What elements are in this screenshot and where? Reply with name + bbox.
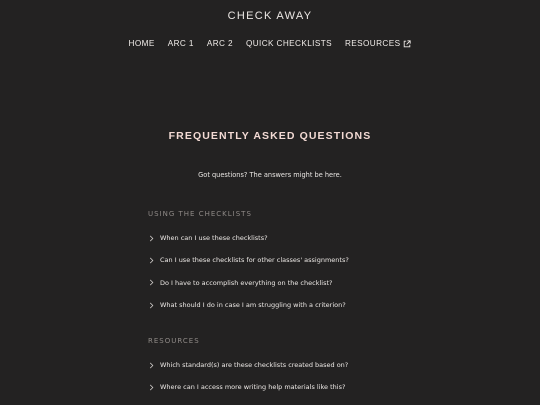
main-nav bbox=[0, 39, 540, 48]
intro-text: Got questions? The answers might be here. bbox=[198, 171, 342, 179]
site-title[interactable]: CHECK AWAY bbox=[227, 10, 313, 22]
nav-home[interactable]: HOME bbox=[128, 39, 155, 48]
section-heading-resources: RESOURCES bbox=[148, 337, 200, 345]
chevron-right-icon bbox=[148, 279, 155, 286]
faq-question: Which standard(s) are these checklists created based on? bbox=[160, 361, 349, 370]
faq-item[interactable] bbox=[148, 272, 408, 294]
faq-question: Where can I access more writing help materials like this? bbox=[160, 383, 346, 392]
faq-question: When can I use these checklists? bbox=[160, 234, 268, 243]
chevron-right-icon bbox=[148, 362, 155, 369]
faq-question: Do I have to accomplish everything on the checklist? bbox=[160, 278, 333, 287]
faq-item[interactable] bbox=[148, 376, 408, 398]
nav-arc-2[interactable]: ARC 2 bbox=[206, 39, 233, 48]
faq-item[interactable] bbox=[148, 354, 408, 376]
chevron-right-icon bbox=[148, 302, 155, 309]
chevron-right-icon bbox=[148, 235, 155, 242]
chevron-right-icon bbox=[148, 384, 155, 391]
external-link-icon bbox=[403, 40, 411, 48]
section-heading-using-checklists: USING THE CHECKLISTS bbox=[148, 210, 252, 218]
faq-item[interactable] bbox=[148, 294, 408, 316]
faq-item[interactable] bbox=[148, 227, 408, 249]
faq-question: Can I use these checklists for other classes' assignments? bbox=[160, 256, 349, 265]
nav-resources[interactable] bbox=[345, 39, 411, 48]
page-title: FREQUENTLY ASKED QUESTIONS bbox=[168, 130, 372, 142]
faq-item[interactable] bbox=[148, 249, 408, 271]
faq-list-using-checklists bbox=[148, 227, 408, 316]
faq-list-resources bbox=[148, 354, 408, 399]
nav-arc-1[interactable]: ARC 1 bbox=[167, 39, 194, 48]
nav-resources-label: RESOURCES bbox=[344, 39, 401, 48]
chevron-right-icon bbox=[148, 257, 155, 264]
faq-question: What should I do in case I am struggling with a criterion? bbox=[160, 301, 346, 310]
nav-quick-checklists[interactable]: QUICK CHECKLISTS bbox=[245, 39, 332, 48]
